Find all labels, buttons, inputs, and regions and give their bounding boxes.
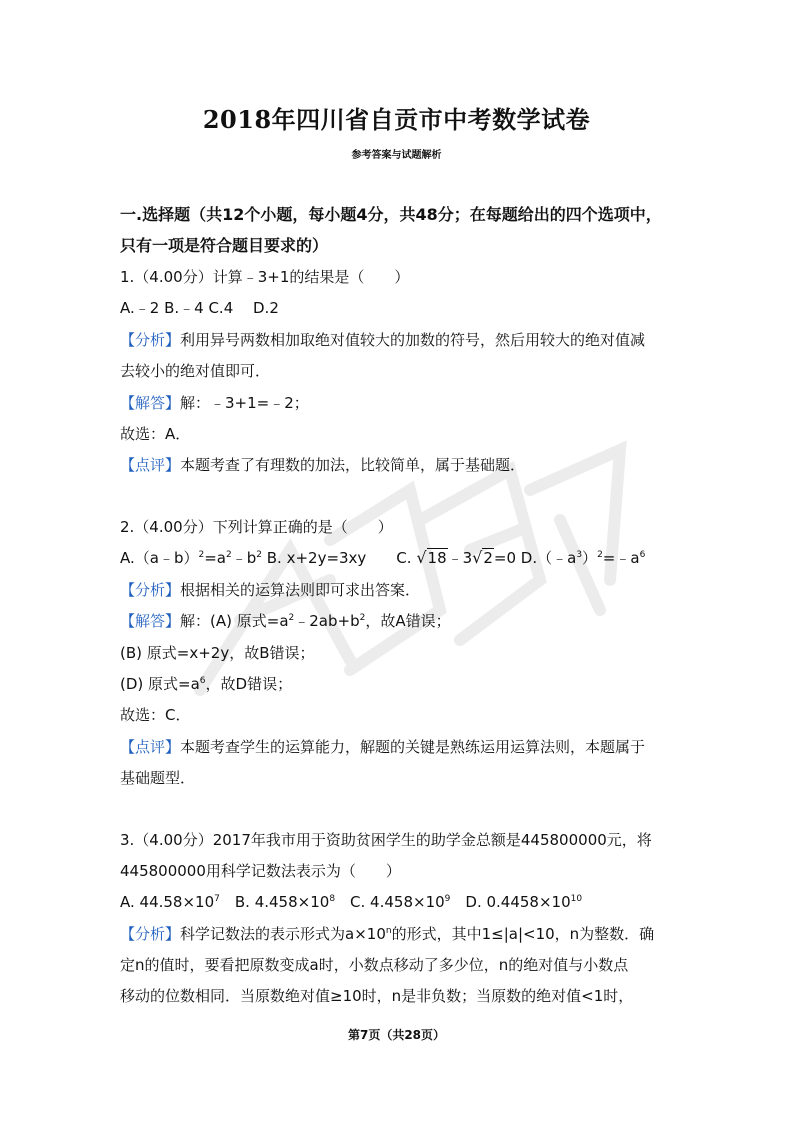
q1-answer bbox=[120, 393, 309, 413]
q2-opt-c-end: =0 D.（﹣a bbox=[493, 549, 577, 567]
q3-opt-b: B. 4.458×10 bbox=[219, 893, 330, 911]
q2-opt-c-radicand: 18 bbox=[427, 549, 447, 567]
q2-opt-a-sup: 2 bbox=[198, 550, 205, 560]
q2-choice: 故选：C． bbox=[120, 706, 191, 724]
q2-answer bbox=[120, 611, 451, 631]
q3-stem: 3.（4.00分）2017年我市用于资助贫困学生的助学金总额是445800000元，将 bbox=[120, 831, 652, 849]
q3-analysis bbox=[120, 924, 654, 944]
q2-opt-c-part: ﹣3 bbox=[447, 549, 473, 567]
q2-opt-d-sup: 3 bbox=[576, 550, 583, 560]
q1-comment bbox=[120, 455, 525, 475]
page-title: 2018年四川省自贡市中考数学试卷 bbox=[202, 105, 591, 134]
sqrt-symbol: √18 bbox=[416, 548, 447, 567]
answer-tag: 【解答】 bbox=[120, 394, 181, 412]
q3-analysis-sup: n bbox=[385, 926, 392, 936]
q1-comment-text: 本题考查了有理数的加法，比较简单，属于基础题． bbox=[180, 456, 526, 474]
q2-opt-a-sup: 2 bbox=[225, 550, 232, 560]
comment-tag: 【点评】 bbox=[120, 456, 181, 474]
q2-answer-part: ﹣2ab+b bbox=[294, 612, 360, 630]
section-heading-cont: 只有一项是符合题目要求的） bbox=[120, 236, 329, 255]
page-footer: 第7页（共28页） bbox=[347, 1028, 446, 1042]
q2-opt-d-sup: 2 bbox=[597, 550, 603, 560]
q2-line-b: (B) 原式=x+2y，故B错误； bbox=[120, 644, 315, 662]
q2-comment bbox=[120, 737, 645, 757]
q2-analysis-text: 根据相关的运算法则即可求出答案． bbox=[180, 581, 421, 599]
q1-options: A.﹣2 B.﹣4 C.4 D.2 bbox=[120, 299, 279, 317]
q2-opt-a-part: A.（a﹣b） bbox=[120, 549, 199, 567]
q2-options bbox=[120, 548, 645, 568]
q2-opt-a-part: =a bbox=[204, 549, 226, 567]
q2-line-d-part: ，故D错误； bbox=[205, 675, 293, 693]
q2-stem: 2.（4.00分）下列计算正确的是（ ） bbox=[120, 518, 393, 536]
comment-tag: 【点评】 bbox=[120, 738, 181, 756]
q2-line-d-sup: 6 bbox=[199, 676, 206, 686]
q3-opt-a: A. 44.58×10 bbox=[120, 893, 215, 911]
q2-opt-d-part: ） bbox=[582, 549, 598, 567]
q3-analysis-part: 科学记数法的表示形式为a×10 bbox=[180, 925, 386, 943]
q3-opt-c-sup: 9 bbox=[444, 894, 451, 904]
q3-stem-cont: 445800000用科学记数法表示为（ ） bbox=[120, 862, 401, 880]
q1-stem: 1.（4.00分）计算﹣3+1的结果是（ ） bbox=[120, 268, 410, 286]
q2-opt-d-sup: 6 bbox=[639, 550, 646, 560]
q3-analysis-part: 的形式，其中1≤|a|<10，n为整数．确 bbox=[391, 925, 655, 943]
analysis-tag: 【分析】 bbox=[120, 331, 181, 349]
q2-opt-b: B. x+2y=3xy C. bbox=[261, 549, 417, 567]
q1-answer-text: 解：﹣3+1=﹣2； bbox=[180, 394, 309, 412]
q3-opt-a-sup: 7 bbox=[214, 894, 220, 904]
sqrt-symbol: √2 bbox=[472, 548, 493, 567]
analysis-tag: 【分析】 bbox=[120, 925, 181, 943]
q3-opt-d-sup: 10 bbox=[570, 894, 583, 904]
q2-answer-sup: 2 bbox=[359, 613, 366, 623]
q2-answer-part: 解：(A) 原式=a bbox=[180, 612, 289, 630]
section-heading: 一.选择题（共12个小题，每小题4分，共48分；在每题给出的四个选项中， bbox=[120, 205, 662, 224]
q2-opt-d-part: =﹣a bbox=[602, 549, 640, 567]
q3-opt-b-sup: 8 bbox=[329, 894, 336, 904]
q1-analysis-text: 利用异号两数相加取绝对值较大的加数的符号，然后用较大的绝对值减 bbox=[180, 331, 646, 349]
q2-opt-c-radicand: 2 bbox=[483, 549, 493, 567]
q1-analysis bbox=[120, 330, 645, 350]
analysis-tag: 【分析】 bbox=[120, 581, 181, 599]
q2-comment-text: 本题考查学生的运算能力，解题的关键是熟练运用运算法则，本题属于 bbox=[180, 738, 646, 756]
q1-analysis-cont: 去较小的绝对值即可． bbox=[120, 362, 271, 380]
q3-options bbox=[120, 892, 582, 912]
q2-opt-a-part: ﹣b bbox=[231, 549, 257, 567]
q3-analysis-cont: 定n的值时，要看把原数变成a时，小数点移动了多少位，n的绝对值与小数点 bbox=[120, 956, 629, 974]
q2-answer-sup: 2 bbox=[288, 613, 295, 623]
q2-comment-cont: 基础题型． bbox=[120, 769, 196, 787]
answer-tag: 【解答】 bbox=[120, 612, 181, 630]
q3-analysis-cont: 移动的位数相同．当原数绝对值≥10时，n是非负数；当原数的绝对值<1时， bbox=[120, 987, 634, 1005]
q2-line-d-part: (D) 原式=a bbox=[120, 675, 200, 693]
q2-analysis bbox=[120, 580, 420, 600]
q3-opt-c: C. 4.458×10 bbox=[335, 893, 445, 911]
q3-opt-d: D. 0.4458×10 bbox=[450, 893, 571, 911]
q1-choice: 故选：A． bbox=[120, 425, 191, 443]
q2-line-d bbox=[120, 674, 292, 694]
q2-opt-a-sup: 2 bbox=[256, 550, 262, 560]
q2-answer-part: ，故A错误； bbox=[365, 612, 451, 630]
page-subtitle: 参考答案与试题解析 bbox=[351, 150, 442, 161]
